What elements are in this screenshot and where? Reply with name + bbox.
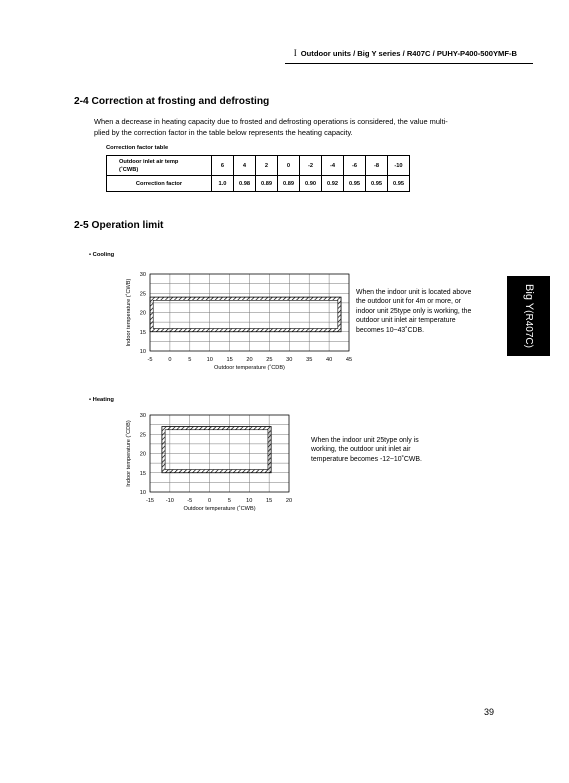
operating-region-hatch bbox=[164, 428, 270, 471]
table-caption: Correction factor table bbox=[106, 145, 169, 151]
factor-cell: 0.90 bbox=[300, 176, 322, 192]
temp-cell: -2 bbox=[300, 156, 322, 176]
cooling-note-line: the outdoor unit for 4m or more, or bbox=[356, 298, 461, 306]
section-2-5-title: 2-5 Operation limit bbox=[74, 220, 164, 231]
cooling-note-line: When the indoor unit is located above bbox=[356, 289, 472, 296]
temp-cell: -10 bbox=[388, 156, 410, 176]
temp-cell: -8 bbox=[366, 156, 388, 176]
cooling-note-line: becomes 10~43˚CDB. bbox=[356, 326, 424, 334]
x-tick-label: 0 bbox=[208, 498, 212, 504]
factor-cell: 0.98 bbox=[234, 176, 256, 192]
x-axis-label: Outdoor temperature (˚CDB) bbox=[214, 365, 285, 371]
temp-row-label-line-1: Outdoor inlet air temp bbox=[119, 158, 179, 165]
y-tick-label: 15 bbox=[139, 329, 146, 336]
temp-cell: -4 bbox=[322, 156, 344, 176]
heating-chart bbox=[120, 409, 300, 516]
x-tick-label: 45 bbox=[345, 357, 353, 363]
temp-cell: 0 bbox=[278, 156, 300, 176]
cooling-note-line: indoor unit 25type only is working, the bbox=[356, 307, 472, 315]
y-tick-label: 30 bbox=[139, 272, 146, 278]
x-tick-label: -15 bbox=[145, 498, 155, 504]
cooling-note bbox=[356, 288, 496, 335]
header-rule bbox=[285, 63, 533, 64]
factor-cell: 0.95 bbox=[366, 176, 388, 192]
factor-row bbox=[107, 176, 410, 192]
heating-note bbox=[311, 436, 451, 464]
side-tab-label bbox=[523, 284, 535, 348]
heating-note-line: working, the outdoor unit inlet air bbox=[311, 446, 411, 454]
heating-note-line: When the indoor unit 25type only is bbox=[311, 437, 419, 444]
factor-cell: 0.95 bbox=[344, 176, 366, 192]
x-tick-label: 20 bbox=[246, 357, 253, 363]
x-tick-label: 0 bbox=[168, 357, 172, 363]
cooling-chart bbox=[120, 268, 360, 375]
y-tick-label: 15 bbox=[139, 470, 146, 477]
factor-cell: 0.95 bbox=[388, 176, 410, 192]
x-axis-label: Outdoor temperature (˚CWB) bbox=[183, 506, 256, 512]
heating-note-line: temperature becomes -12~10˚CWB. bbox=[311, 455, 422, 463]
factor-cell: 0.89 bbox=[256, 176, 278, 192]
x-tick-label: 35 bbox=[306, 357, 313, 363]
section-2-4-text bbox=[94, 117, 534, 138]
y-tick-label: 20 bbox=[139, 310, 146, 317]
temp-cell: 6 bbox=[212, 156, 234, 176]
y-axis-label: Indoor temperature (˚CWB) bbox=[126, 278, 132, 347]
x-tick-label: -10 bbox=[165, 498, 174, 504]
y-tick-label: 10 bbox=[139, 490, 146, 496]
cooling-label: • Cooling bbox=[89, 252, 115, 258]
section-2-4-title: 2-4 Correction at frosting and defrosting bbox=[74, 96, 270, 107]
y-tick-label: 25 bbox=[139, 432, 146, 439]
correction-factor-table bbox=[106, 155, 410, 192]
x-tick-label: 40 bbox=[325, 357, 333, 363]
operating-region-outer bbox=[162, 427, 271, 473]
y-tick-label: 30 bbox=[139, 413, 146, 419]
temp-row-label bbox=[107, 156, 212, 176]
x-tick-label: 20 bbox=[285, 498, 293, 504]
section-2-4-line-1: When a decrease in heating capacity due to frosted and defrosting operations is considered, the value multi- bbox=[94, 117, 448, 126]
heating-label: • Heating bbox=[89, 397, 114, 403]
operating-region-hatch bbox=[152, 299, 340, 330]
factor-cell: 0.92 bbox=[322, 176, 344, 192]
section-2-4-line-2: plied by the correction factor in the table below represents the heating capacity. bbox=[94, 127, 353, 137]
x-tick-label: -5 bbox=[187, 498, 193, 504]
header-model: / PUHY-P400-500YMF-B bbox=[432, 49, 517, 58]
side-tab bbox=[507, 276, 550, 356]
x-tick-label: -5 bbox=[147, 357, 153, 363]
temp-row bbox=[107, 156, 410, 176]
y-tick-label: 20 bbox=[139, 451, 146, 458]
factor-cell: 1.0 bbox=[212, 176, 234, 192]
header-series: Outdoor units / Big Y series / R407C bbox=[300, 49, 431, 58]
y-tick-label: 25 bbox=[139, 291, 146, 298]
operating-region-inner bbox=[153, 300, 338, 328]
temp-cell: -6 bbox=[344, 156, 366, 176]
x-tick-label: 30 bbox=[286, 357, 293, 363]
y-axis-label: Indoor temperature (˚CDB) bbox=[126, 420, 132, 487]
x-tick-label: 15 bbox=[266, 498, 273, 504]
x-tick-label: 15 bbox=[226, 357, 233, 363]
temp-cell: 4 bbox=[234, 156, 256, 176]
temp-row-label-line-2: (˚CWB) bbox=[119, 166, 139, 173]
x-tick-label: 5 bbox=[227, 498, 231, 504]
operating-region-inner bbox=[165, 430, 268, 470]
chapter-roman: I bbox=[293, 48, 297, 58]
x-tick-label: 10 bbox=[246, 498, 253, 504]
factor-cell: 0.89 bbox=[278, 176, 300, 192]
page-number: 39 bbox=[484, 707, 495, 717]
side-tab-sub: (R407C) bbox=[522, 310, 534, 348]
temp-cell: 2 bbox=[256, 156, 278, 176]
header-title bbox=[294, 48, 517, 58]
operating-region-outer bbox=[150, 297, 341, 332]
x-tick-label: 25 bbox=[266, 357, 273, 363]
side-tab-main: Big Y bbox=[522, 284, 535, 311]
x-tick-label: 10 bbox=[206, 357, 213, 363]
y-tick-label: 10 bbox=[139, 349, 146, 355]
page-header bbox=[0, 44, 569, 68]
x-tick-label: 5 bbox=[188, 357, 192, 363]
cooling-note-line: outdoor unit inlet air temperature bbox=[356, 317, 456, 325]
factor-row-label: Correction factor bbox=[107, 176, 212, 192]
